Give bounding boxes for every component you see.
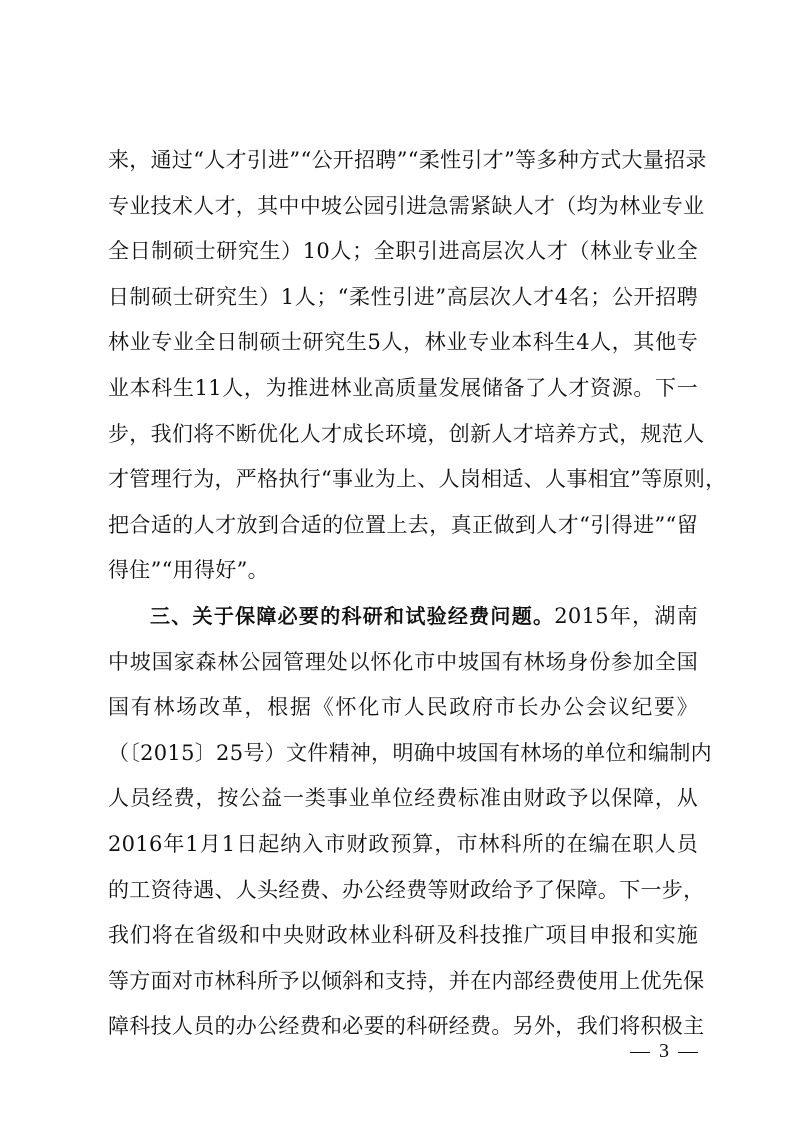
text-line: 得住”“用得好”。 bbox=[108, 558, 269, 583]
text-line: 日制硕士研究生）1人；“柔性引进”高层次人才4名；公开招聘 bbox=[108, 284, 698, 309]
text-line: 中坡国家森林公园管理处以怀化市中坡国有林场身份参加全国 bbox=[108, 649, 698, 674]
text-line: 人员经费，按公益一类事业单位经费标准由财政予以保障，从 bbox=[108, 786, 698, 811]
text-line: 全日制硕士研究生）10人；全职引进高层次人才（林业专业全 bbox=[108, 239, 698, 264]
text-line: （〔2015〕25号）文件精神，明确中坡国有林场的单位和编制内 bbox=[108, 740, 712, 765]
text-line: 专业技术人才，其中中坡公园引进急需紧缺人才（均为林业专业 bbox=[108, 193, 705, 218]
body-text bbox=[108, 138, 727, 1050]
text-line: 2016年1月1日起纳入市财政预算，市林科所的在编在职人员 bbox=[108, 831, 698, 856]
page-number: — 3 — bbox=[630, 1040, 700, 1062]
text-line: 才管理行为，严格执行“事业为上、人岗相适、人事相宜”等原则， bbox=[108, 467, 727, 492]
text-line: 步，我们将不断优化人才成长环境，创新人才培养方式，规范人 bbox=[108, 421, 705, 446]
text-line: 等方面对市林科所予以倾斜和支持，并在内部经费使用上优先保 bbox=[108, 968, 705, 993]
text-line: 来，通过“人才引进”“公开招聘”“柔性引才”等多种方式大量招录 bbox=[108, 148, 707, 172]
section-heading: 三、关于保障必要的科研和试验经费问题。 bbox=[150, 603, 555, 628]
text-line: 林业专业全日制硕士研究生5人，林业专业本科生4人，其他专 bbox=[108, 330, 698, 355]
text-line: 我们将在省级和中央财政林业科研及科技推广项目申报和实施 bbox=[108, 923, 698, 948]
text-line: 把合适的人才放到合适的位置上去，真正做到人才“引得进”“留 bbox=[108, 512, 698, 537]
section-heading-line bbox=[108, 594, 698, 640]
text-line: 的工资待遇、人头经费、办公经费等财政给予了保障。下一步， bbox=[108, 877, 705, 902]
text-line: 业本科生11人，为推进林业高质量发展储备了人才资源。下一 bbox=[108, 375, 698, 400]
text-line: 国有林场改革，根据《怀化市人民政府市长办公会议纪要》 bbox=[108, 695, 698, 720]
text-fragment: 2015年，湖南 bbox=[554, 603, 698, 628]
text-line: 障科技人员的办公经费和必要的科研经费。另外，我们将积极主 bbox=[108, 1014, 705, 1039]
